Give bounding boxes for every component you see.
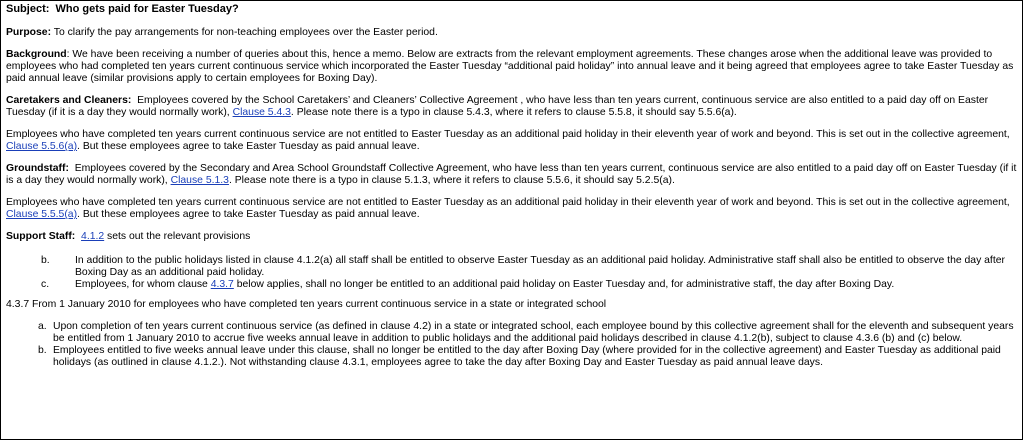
list-item	[38, 321, 1017, 345]
caretakers-p2-post: . But these employees agree to take Easter Tuesday as paid annual leave.	[77, 141, 420, 152]
clause-5-4-3-link[interactable]: Clause 5.4.3	[232, 107, 291, 118]
support-staff-list	[6, 255, 1017, 291]
support-staff-label: Support Staff:	[6, 231, 76, 242]
item-text: Upon completion of ten years current continuous service (as defined in clause 4.2) in a state or integrated school, each employee bound by this collective agreement shall for the eleventh and subsequent years be entitled from 1 January 2010 to accrue five weeks annual leave in addition to public holidays and the additional paid holidays described in clause 4.1.2(b), subject to clause 4.3.6 (b) and (c) below.	[53, 321, 1014, 344]
item-text-pre: Employees, for whom clause	[75, 279, 211, 290]
caretakers-p1-pre: Employees covered by the School Caretakers’ and Cleaners’ Collective Agreement , who have less than ten years current, continuous service are also entitled to a paid day off on Easter Tuesday (if it is a day they would normally work),	[6, 95, 989, 118]
groundstaff-label: Groundstaff:	[6, 163, 69, 174]
groundstaff-p2-post: . But these employees agree to take Easter Tuesday as paid annual leave.	[77, 209, 420, 220]
item-letter: c.	[41, 279, 50, 290]
groundstaff-p1-pre: Employees covered by the Secondary and Area School Groundstaff Collective Agreement, who have less than ten years current, continuous service are also entitled to a paid day off on Easter Tuesday (if it is a day they would normally work),	[6, 163, 1017, 186]
clause-5-5-5a-link[interactable]: Clause 5.5.5(a)	[6, 209, 78, 220]
section-4-3-7-heading: 4.3.7 From 1 January 2010 for employees who have completed ten years current continuous service in a state or integrated school	[6, 299, 607, 310]
caretakers-p2-pre: Employees who have completed ten years current continuous service are not entitled to Easter Tuesday as an additional paid holiday in their eleventh year of work and beyond. This is set out in the collective agreement,	[6, 129, 1010, 140]
purpose-text: To clarify the pay arrangements for non-teaching employees over the Easter period.	[53, 27, 438, 38]
item-letter: b.	[38, 345, 47, 356]
groundstaff-p1-post: . Please note there is a typo in clause 5.1.3, where it refers to clause 5.5.6, it should say 5.2.5(a).	[228, 175, 675, 186]
subject-text: Who gets paid for Easter Tuesday?	[55, 3, 239, 15]
groundstaff-paragraph-1	[6, 163, 1017, 187]
caretakers-paragraph-2	[6, 129, 1017, 153]
list-item	[38, 345, 1017, 369]
clause-4-3-7-link[interactable]: 4.3.7	[210, 279, 234, 290]
groundstaff-p2-pre: Employees who have completed ten years current continuous service are not entitled to Easter Tuesday as an additional paid holiday in their eleventh year of work and beyond. This is set out in the collective agreement,	[6, 197, 1010, 208]
item-text: In addition to the public holidays listed in clause 4.1.2(a) all staff shall be entitled to observe Easter Tuesday as an additional paid holiday. Administrative staff shall also be entitled to observe the day after Boxing Day as an additional paid holiday.	[75, 255, 1005, 278]
background-text: : We have been receiving a number of queries about this, hence a memo. Below are extracts from the relevant employment agreements. These changes arose when the additional leave was provided to employees who had completed ten years current continuous service which incorporated the Easter Tuesday “additional paid holiday” into annual leave and it being agreed that employees agree to take Easter Tuesday as paid annual leave (similar provisions apply to certain employees for Boxing Day).	[6, 49, 1014, 84]
item-letter: b.	[41, 255, 50, 266]
caretakers-paragraph-1	[6, 95, 1017, 119]
background-label: Background	[6, 49, 67, 60]
section-4-3-7-list	[6, 321, 1017, 369]
item-letter: a.	[38, 321, 47, 332]
background-paragraph	[6, 49, 1017, 85]
purpose-label: Purpose:	[6, 27, 52, 38]
clause-4-1-2-link[interactable]: 4.1.2	[81, 231, 105, 242]
clause-5-5-6a-link[interactable]: Clause 5.5.6(a)	[6, 141, 78, 152]
support-staff-text: sets out the relevant provisions	[104, 231, 251, 242]
clause-5-1-3-link[interactable]: Clause 5.1.3	[170, 175, 229, 186]
caretakers-p1-post: . Please note there is a typo in clause 5.4.3, where it refers to clause 5.5.8, it should say 5.5.6(a).	[290, 107, 737, 118]
item-text-post: below applies, shall no longer be entitled to an additional paid holiday on Easter Tuesday and, for administrative staff, the day after Boxing Day.	[233, 279, 895, 290]
item-text	[75, 279, 1017, 291]
caretakers-label: Caretakers and Cleaners:	[6, 95, 132, 106]
list-item	[41, 255, 1017, 279]
item-text: Employees entitled to five weeks annual leave under this clause, shall no longer be entitled to the day after Boxing Day (where provided for in the collective agreement) and Easter Tuesday as additional paid holidays (as outlined in clause 4.1.2.). Not withstanding clause 4.3.1, employees agree to take the day after Boxing Day and Easter Tuesday as paid annual leave days.	[53, 345, 1001, 368]
list-item	[41, 279, 1017, 291]
groundstaff-paragraph-2	[6, 197, 1017, 221]
subject-label: Subject:	[6, 3, 50, 15]
purpose-paragraph	[6, 27, 1017, 39]
subject-line	[6, 3, 1017, 15]
support-staff-paragraph	[6, 231, 1017, 243]
